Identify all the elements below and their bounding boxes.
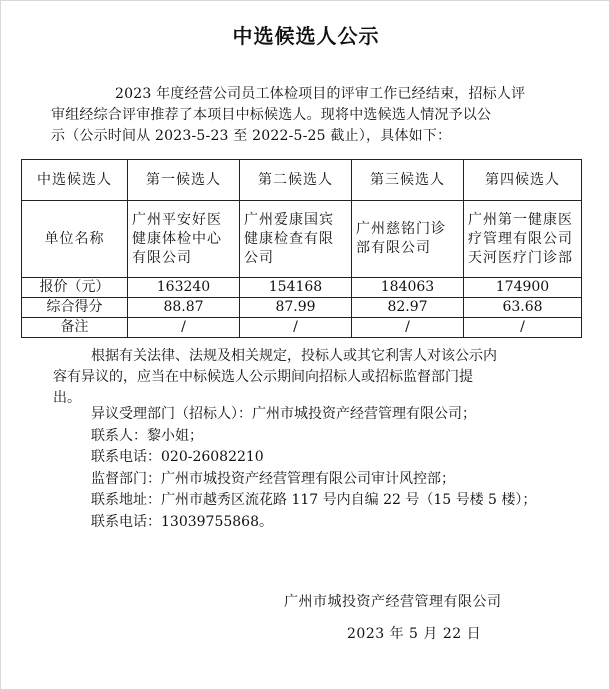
score-cell: 63.68 bbox=[464, 298, 582, 318]
table-row-units bbox=[22, 201, 582, 278]
objection-line-2: 容有异议的，应当在中标候选人公示期间向招标人或招标监督部门提 bbox=[53, 369, 473, 385]
candidates-table bbox=[21, 159, 582, 338]
table-header-row bbox=[22, 160, 582, 201]
header-cell: 第四候选人 bbox=[464, 160, 582, 201]
row-label: 报价（元） bbox=[22, 278, 128, 298]
intro-line-3: 示（公示时间从 2023-5-23 至 2022-5-25 截止），具体如下： bbox=[51, 128, 452, 144]
objection-line-3: 出。 bbox=[53, 390, 81, 406]
contact-person: 联系人：黎小姐； bbox=[91, 427, 203, 444]
header-cell: 第一候选人 bbox=[128, 160, 240, 201]
signature-date: 2023 年 5 月 22 日 bbox=[347, 626, 482, 642]
row-label: 单位名称 bbox=[22, 201, 128, 278]
score-cell: 87.99 bbox=[240, 298, 352, 318]
unit-name-cell: 广州第一健康医疗管理有限公司天河医疗门诊部 bbox=[464, 201, 582, 278]
row-label: 综合得分 bbox=[22, 298, 128, 318]
contact-phone-1: 联系电话：020-26082210 bbox=[91, 449, 264, 465]
note-cell: / bbox=[352, 318, 464, 338]
price-cell: 163240 bbox=[128, 278, 240, 298]
objection-dept: 异议受理部门（招标人）：广州市城投资产经营管理有限公司； bbox=[91, 406, 476, 422]
note-cell: / bbox=[240, 318, 352, 338]
supervisor-dept: 监督部门：广州市城投资产经营管理有限公司审计风控部； bbox=[91, 470, 455, 487]
contact-info bbox=[91, 404, 536, 533]
note-cell: / bbox=[464, 318, 582, 338]
objection-line-1: 根据有关法律、法规及相关规定，投标人或其它利害人对该公示内 bbox=[91, 348, 497, 364]
score-cell: 88.87 bbox=[128, 298, 240, 318]
objection-paragraph bbox=[53, 346, 563, 409]
unit-name-cell: 广州爱康国宾健康检查有限公司 bbox=[240, 201, 352, 278]
score-cell: 82.97 bbox=[352, 298, 464, 318]
price-cell: 184063 bbox=[352, 278, 464, 298]
intro-paragraph bbox=[51, 84, 557, 147]
header-cell: 中选候选人 bbox=[22, 160, 128, 201]
header-cell: 第二候选人 bbox=[240, 160, 352, 201]
unit-name-cell: 广州平安好医健康体检中心有限公司 bbox=[128, 201, 240, 278]
intro-line-2: 审组经综合评审推荐了本项目中标候选人。现将中选候选人情况予以公 bbox=[51, 107, 492, 123]
table-row-notes bbox=[22, 318, 582, 338]
header-cell: 第三候选人 bbox=[352, 160, 464, 201]
page-title: 中选候选人公示 bbox=[232, 24, 380, 48]
table-row-prices bbox=[22, 278, 582, 298]
table-row-scores bbox=[22, 298, 582, 318]
intro-line-1: 2023 年度经营公司员工体检项目的评审工作已经结束，招标人评 bbox=[115, 86, 526, 102]
unit-name-cell: 广州慈铭门诊部有限公司 bbox=[352, 201, 464, 278]
price-cell: 174900 bbox=[464, 278, 582, 298]
contact-address: 联系地址：广州市越秀区流花路 117 号内自编 22 号（15 号楼 5 楼）； bbox=[91, 492, 537, 508]
row-label: 备注 bbox=[22, 318, 128, 338]
contact-phone-2: 联系电话：13039755868。 bbox=[91, 513, 273, 530]
signature-organization: 广州市城投资产经营管理有限公司 bbox=[284, 594, 502, 610]
note-cell: / bbox=[128, 318, 240, 338]
price-cell: 154168 bbox=[240, 278, 352, 298]
